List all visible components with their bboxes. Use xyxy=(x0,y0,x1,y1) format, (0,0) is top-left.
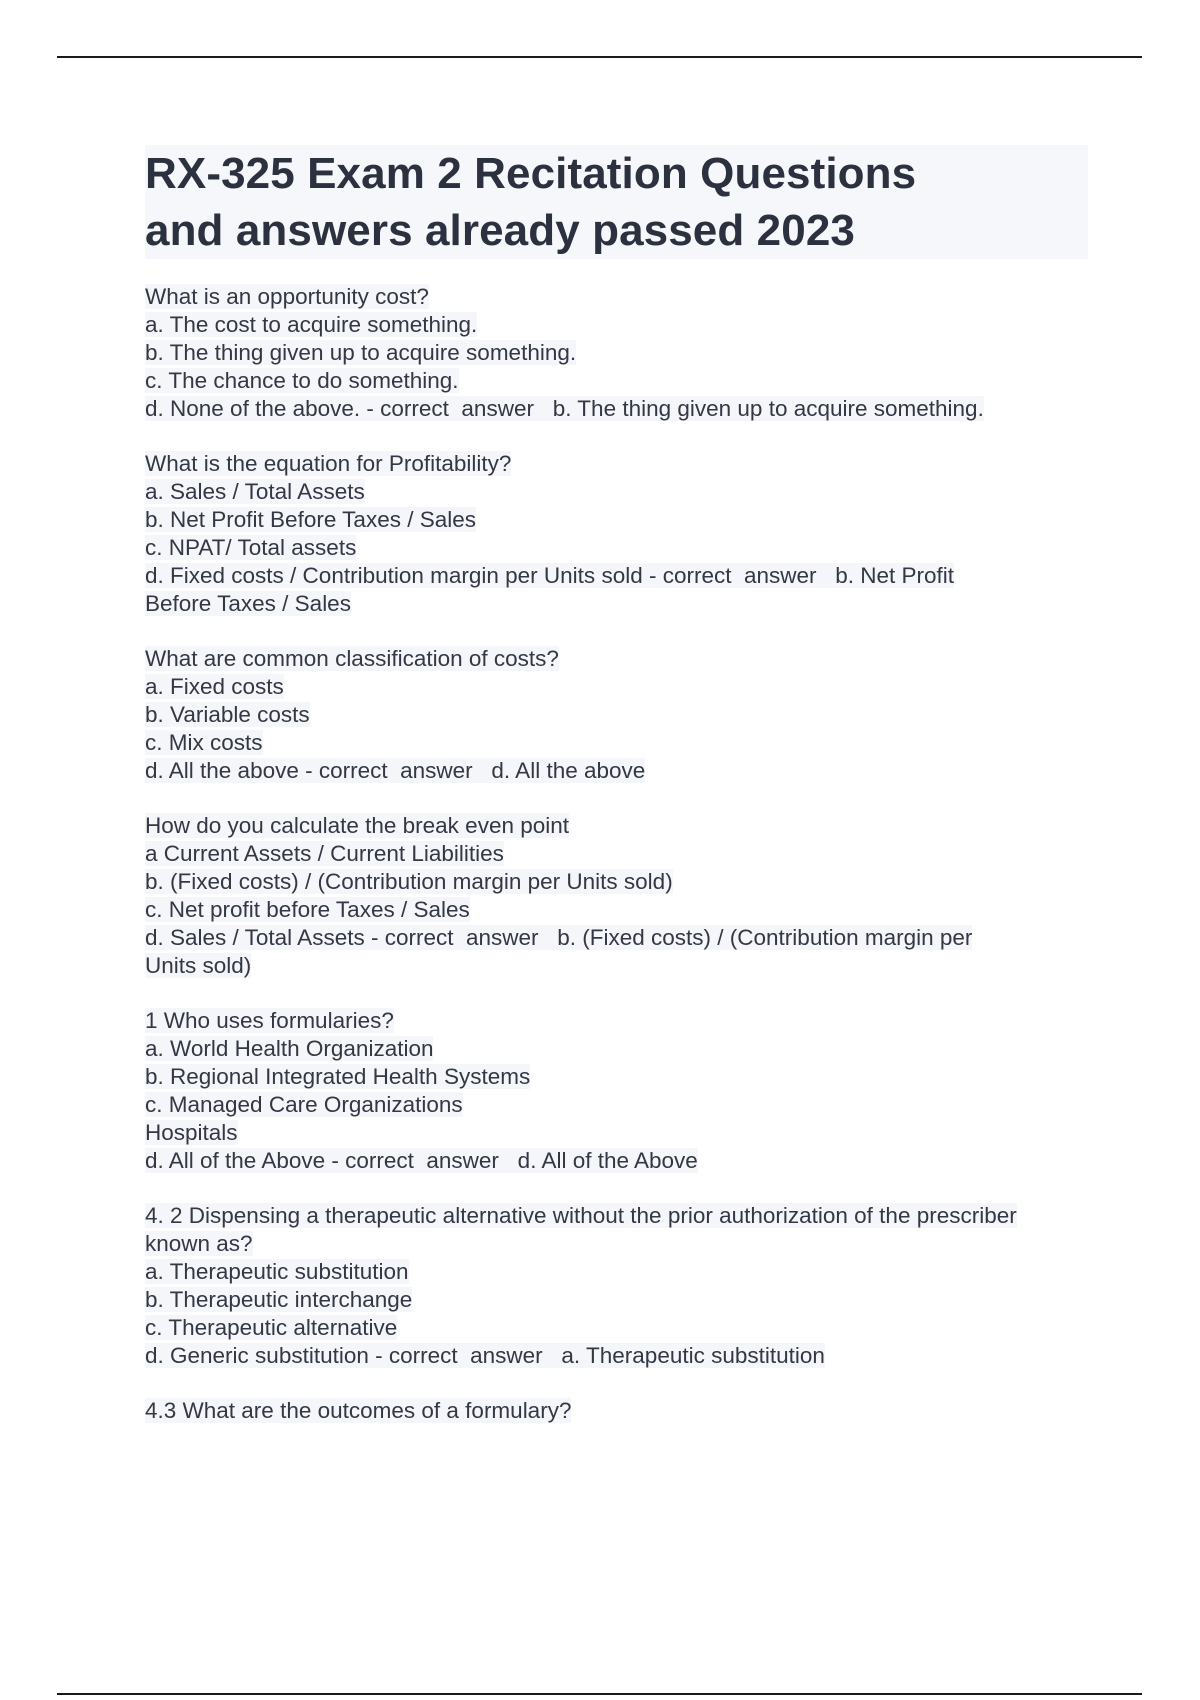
question-text-continuation: known as? xyxy=(145,1231,253,1256)
option-c: c. Managed Care Organizations xyxy=(145,1092,463,1117)
option-b: b. The thing given up to acquire something. xyxy=(145,340,577,365)
question-text: 4. 2 Dispensing a therapeutic alternative without the prior authorization of the prescriber xyxy=(145,1203,1017,1228)
option-c: c. Mix costs xyxy=(145,730,263,755)
qa-item xyxy=(145,1007,1088,1175)
title-line-1: RX-325 Exam 2 Recitation Questions xyxy=(145,149,917,198)
question-text: What is an opportunity cost? xyxy=(145,284,429,309)
question-text: How do you calculate the break even point xyxy=(145,813,570,838)
qa-item xyxy=(145,1202,1088,1370)
option-c: c. Net profit before Taxes / Sales xyxy=(145,897,470,922)
option-b: b. Regional Integrated Health Systems xyxy=(145,1064,531,1089)
qa-item xyxy=(145,812,1088,980)
option-a: a Current Assets / Current Liabilities xyxy=(145,841,504,866)
option-b: b. (Fixed costs) / (Contribution margin per Units sold) xyxy=(145,869,673,894)
question-text: What is the equation for Profitability? xyxy=(145,451,512,476)
option-a: a. Therapeutic substitution xyxy=(145,1259,409,1284)
qa-item xyxy=(145,450,1088,618)
option-d-with-answer: d. All of the Above - correct answer d. All of the Above xyxy=(145,1148,698,1173)
option-d-with-answer: d. All the above - correct answer d. All the above xyxy=(145,758,646,783)
answer-continuation: Before Taxes / Sales xyxy=(145,591,351,616)
question-text: 1 Who uses formularies? xyxy=(145,1008,394,1033)
question-text: 4.3 What are the outcomes of a formulary? xyxy=(145,1398,572,1423)
option-d-with-answer: d. Fixed costs / Contribution margin per Units sold - correct answer b. Net Profit xyxy=(145,563,955,588)
qa-list xyxy=(145,283,1088,1452)
option-a: a. Sales / Total Assets xyxy=(145,479,365,504)
option-b: b. Variable costs xyxy=(145,702,310,727)
title-line-2: and answers already passed 2023 xyxy=(145,206,855,255)
qa-item xyxy=(145,283,1088,423)
option-d-with-answer: d. Sales / Total Assets - correct answer b. (Fixed costs) / (Contribution margin per xyxy=(145,925,973,950)
option-c: c. Therapeutic alternative xyxy=(145,1315,398,1340)
option-a: a. World Health Organization xyxy=(145,1036,434,1061)
qa-item xyxy=(145,645,1088,785)
option-a: a. The cost to acquire something. xyxy=(145,312,478,337)
bottom-rule xyxy=(57,1693,1142,1695)
option-b: b. Net Profit Before Taxes / Sales xyxy=(145,507,476,532)
option-c: c. NPAT/ Total assets xyxy=(145,535,357,560)
option-b: b. Therapeutic interchange xyxy=(145,1287,413,1312)
qa-item xyxy=(145,1397,1088,1425)
question-text: What are common classification of costs? xyxy=(145,646,559,671)
option-c-continuation: Hospitals xyxy=(145,1120,238,1145)
answer-continuation: Units sold) xyxy=(145,953,252,978)
option-d-with-answer: d. Generic substitution - correct answer a. Therapeutic substitution xyxy=(145,1343,825,1368)
option-a: a. Fixed costs xyxy=(145,674,284,699)
page-title xyxy=(145,145,1088,259)
option-d-with-answer: d. None of the above. - correct answer b. The thing given up to acquire something. xyxy=(145,396,984,421)
option-c: c. The chance to do something. xyxy=(145,368,459,393)
top-rule xyxy=(57,56,1142,58)
title-block xyxy=(145,145,1088,259)
